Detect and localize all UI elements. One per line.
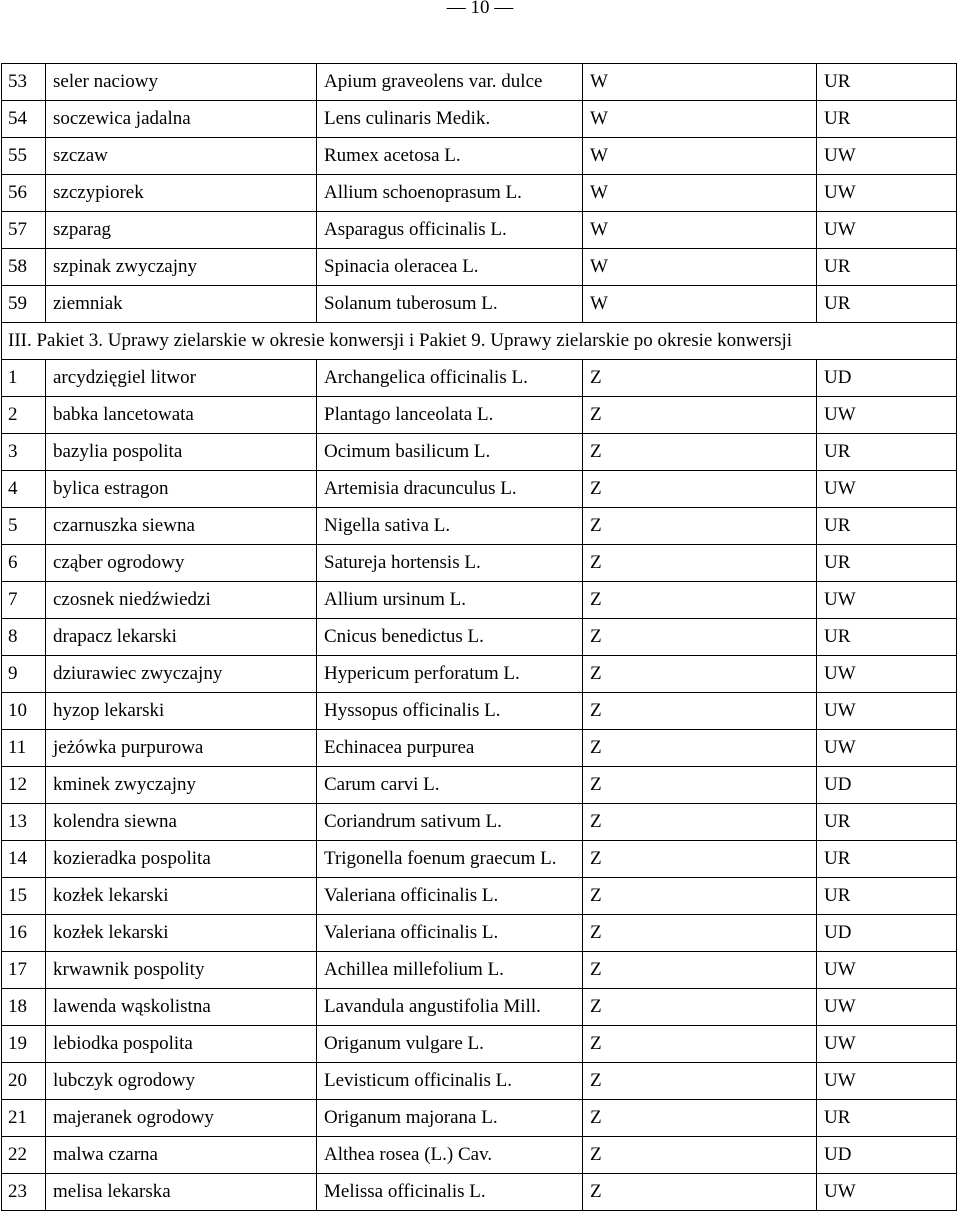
plant-table [1, 63, 957, 1211]
crop-type-cell: Z [583, 1174, 817, 1211]
crop-type-cell: W [583, 249, 817, 286]
table-row [2, 952, 957, 989]
table-row [2, 175, 957, 212]
crop-type-cell: Z [583, 508, 817, 545]
category-code-cell: UR [817, 434, 957, 471]
crop-type-cell: W [583, 286, 817, 323]
row-number-cell: 54 [2, 101, 46, 138]
row-number-cell: 57 [2, 212, 46, 249]
row-number-cell: 21 [2, 1100, 46, 1137]
latin-name-cell: Satureja hortensis L. [317, 545, 583, 582]
crop-type-cell: Z [583, 619, 817, 656]
row-number-cell: 4 [2, 471, 46, 508]
latin-name-cell: Spinacia oleracea L. [317, 249, 583, 286]
polish-name-cell: cząber ogrodowy [46, 545, 317, 582]
table-row [2, 249, 957, 286]
latin-name-cell: Trigonella foenum graecum L. [317, 841, 583, 878]
table-row [2, 1174, 957, 1211]
category-code-cell: UW [817, 582, 957, 619]
table-row [2, 989, 957, 1026]
category-code-cell: UR [817, 1100, 957, 1137]
polish-name-cell: seler naciowy [46, 64, 317, 101]
section-header-row [2, 323, 957, 360]
latin-name-cell: Carum carvi L. [317, 767, 583, 804]
polish-name-cell: hyzop lekarski [46, 693, 317, 730]
crop-type-cell: Z [583, 656, 817, 693]
category-code-cell: UD [817, 360, 957, 397]
crop-type-cell: Z [583, 1100, 817, 1137]
row-number-cell: 6 [2, 545, 46, 582]
polish-name-cell: bazylia pospolita [46, 434, 317, 471]
category-code-cell: UW [817, 397, 957, 434]
crop-type-cell: Z [583, 471, 817, 508]
row-number-cell: 15 [2, 878, 46, 915]
polish-name-cell: kolendra siewna [46, 804, 317, 841]
table-row [2, 693, 957, 730]
category-code-cell: UR [817, 64, 957, 101]
category-code-cell: UR [817, 619, 957, 656]
latin-name-cell: Ocimum basilicum L. [317, 434, 583, 471]
latin-name-cell: Valeriana officinalis L. [317, 915, 583, 952]
polish-name-cell: szczypiorek [46, 175, 317, 212]
table-row [2, 286, 957, 323]
category-code-cell: UD [817, 767, 957, 804]
category-code-cell: UD [817, 1137, 957, 1174]
latin-name-cell: Solanum tuberosum L. [317, 286, 583, 323]
crop-type-cell: Z [583, 545, 817, 582]
table-row [2, 64, 957, 101]
section-body [2, 323, 957, 360]
polish-name-cell: kozłek lekarski [46, 915, 317, 952]
latin-name-cell: Nigella sativa L. [317, 508, 583, 545]
polish-name-cell: drapacz lekarski [46, 619, 317, 656]
row-number-cell: 22 [2, 1137, 46, 1174]
section-title: III. Pakiet 3. Uprawy zielarskie w okresie konwersji i Pakiet 9. Uprawy zielarskie po okresie konwersji [2, 323, 957, 360]
latin-name-cell: Althea rosea (L.) Cav. [317, 1137, 583, 1174]
latin-name-cell: Valeriana officinalis L. [317, 878, 583, 915]
category-code-cell: UW [817, 175, 957, 212]
table-row [2, 434, 957, 471]
crop-type-cell: Z [583, 434, 817, 471]
latin-name-cell: Lavandula angustifolia Mill. [317, 989, 583, 1026]
table-row [2, 1063, 957, 1100]
row-number-cell: 3 [2, 434, 46, 471]
table-row [2, 878, 957, 915]
table-row [2, 656, 957, 693]
table-row [2, 138, 957, 175]
row-number-cell: 18 [2, 989, 46, 1026]
polish-name-cell: czosnek niedźwiedzi [46, 582, 317, 619]
crop-type-cell: Z [583, 767, 817, 804]
polish-name-cell: kozłek lekarski [46, 878, 317, 915]
polish-name-cell: majeranek ogrodowy [46, 1100, 317, 1137]
crop-type-cell: W [583, 101, 817, 138]
polish-name-cell: jeżówka purpurowa [46, 730, 317, 767]
table-row [2, 767, 957, 804]
latin-name-cell: Origanum majorana L. [317, 1100, 583, 1137]
polish-name-cell: lubczyk ogrodowy [46, 1063, 317, 1100]
crop-type-cell: Z [583, 1137, 817, 1174]
table-body-vegetables [2, 64, 957, 323]
latin-name-cell: Levisticum officinalis L. [317, 1063, 583, 1100]
category-code-cell: UW [817, 1063, 957, 1100]
polish-name-cell: dziurawiec zwyczajny [46, 656, 317, 693]
category-code-cell: UD [817, 915, 957, 952]
crop-type-cell: Z [583, 1063, 817, 1100]
row-number-cell: 1 [2, 360, 46, 397]
row-number-cell: 13 [2, 804, 46, 841]
row-number-cell: 8 [2, 619, 46, 656]
latin-name-cell: Achillea millefolium L. [317, 952, 583, 989]
latin-name-cell: Rumex acetosa L. [317, 138, 583, 175]
row-number-cell: 20 [2, 1063, 46, 1100]
category-code-cell: UR [817, 804, 957, 841]
table-row [2, 619, 957, 656]
table-row [2, 508, 957, 545]
row-number-cell: 19 [2, 1026, 46, 1063]
latin-name-cell: Melissa officinalis L. [317, 1174, 583, 1211]
crop-type-cell: W [583, 64, 817, 101]
polish-name-cell: szparag [46, 212, 317, 249]
category-code-cell: UR [817, 545, 957, 582]
polish-name-cell: babka lancetowata [46, 397, 317, 434]
category-code-cell: UR [817, 101, 957, 138]
crop-type-cell: Z [583, 989, 817, 1026]
category-code-cell: UR [817, 249, 957, 286]
latin-name-cell: Archangelica officinalis L. [317, 360, 583, 397]
polish-name-cell: kozieradka pospolita [46, 841, 317, 878]
row-number-cell: 14 [2, 841, 46, 878]
latin-name-cell: Allium ursinum L. [317, 582, 583, 619]
polish-name-cell: arcydzięgiel litwor [46, 360, 317, 397]
polish-name-cell: bylica estragon [46, 471, 317, 508]
table-row [2, 471, 957, 508]
row-number-cell: 58 [2, 249, 46, 286]
row-number-cell: 12 [2, 767, 46, 804]
crop-type-cell: Z [583, 1026, 817, 1063]
polish-name-cell: szpinak zwyczajny [46, 249, 317, 286]
crop-type-cell: Z [583, 397, 817, 434]
table-body-herbs [2, 360, 957, 1211]
page-number: — 10 — [446, 0, 514, 18]
row-number-cell: 56 [2, 175, 46, 212]
row-number-cell: 10 [2, 693, 46, 730]
table-row [2, 915, 957, 952]
latin-name-cell: Plantago lanceolata L. [317, 397, 583, 434]
row-number-cell: 9 [2, 656, 46, 693]
polish-name-cell: malwa czarna [46, 1137, 317, 1174]
polish-name-cell: szczaw [46, 138, 317, 175]
category-code-cell: UW [817, 952, 957, 989]
row-number-cell: 11 [2, 730, 46, 767]
category-code-cell: UW [817, 656, 957, 693]
polish-name-cell: kminek zwyczajny [46, 767, 317, 804]
latin-name-cell: Asparagus officinalis L. [317, 212, 583, 249]
table-row [2, 1100, 957, 1137]
category-code-cell: UW [817, 1174, 957, 1211]
row-number-cell: 16 [2, 915, 46, 952]
latin-name-cell: Apium graveolens var. dulce [317, 64, 583, 101]
latin-name-cell: Artemisia dracunculus L. [317, 471, 583, 508]
crop-type-cell: Z [583, 693, 817, 730]
category-code-cell: UR [817, 508, 957, 545]
row-number-cell: 55 [2, 138, 46, 175]
category-code-cell: UW [817, 212, 957, 249]
polish-name-cell: ziemniak [46, 286, 317, 323]
table-row [2, 360, 957, 397]
category-code-cell: UW [817, 730, 957, 767]
table-row [2, 1137, 957, 1174]
category-code-cell: UR [817, 878, 957, 915]
latin-name-cell: Origanum vulgare L. [317, 1026, 583, 1063]
table-row [2, 101, 957, 138]
table-row [2, 397, 957, 434]
crop-type-cell: Z [583, 804, 817, 841]
crop-type-cell: Z [583, 952, 817, 989]
polish-name-cell: lebiodka pospolita [46, 1026, 317, 1063]
crop-type-cell: Z [583, 582, 817, 619]
table-row [2, 730, 957, 767]
latin-name-cell: Hyssopus officinalis L. [317, 693, 583, 730]
polish-name-cell: soczewica jadalna [46, 101, 317, 138]
crop-type-cell: Z [583, 915, 817, 952]
crop-type-cell: W [583, 212, 817, 249]
latin-name-cell: Coriandrum sativum L. [317, 804, 583, 841]
crop-type-cell: W [583, 175, 817, 212]
crop-type-cell: W [583, 138, 817, 175]
polish-name-cell: melisa lekarska [46, 1174, 317, 1211]
polish-name-cell: lawenda wąskolistna [46, 989, 317, 1026]
crop-type-cell: Z [583, 841, 817, 878]
polish-name-cell: czarnuszka siewna [46, 508, 317, 545]
row-number-cell: 7 [2, 582, 46, 619]
latin-name-cell: Hypericum perforatum L. [317, 656, 583, 693]
row-number-cell: 53 [2, 64, 46, 101]
category-code-cell: UW [817, 138, 957, 175]
table-row [2, 1026, 957, 1063]
crop-type-cell: Z [583, 730, 817, 767]
table-row [2, 582, 957, 619]
row-number-cell: 23 [2, 1174, 46, 1211]
latin-name-cell: Lens culinaris Medik. [317, 101, 583, 138]
crop-type-cell: Z [583, 878, 817, 915]
table-row [2, 841, 957, 878]
latin-name-cell: Cnicus benedictus L. [317, 619, 583, 656]
category-code-cell: UR [817, 286, 957, 323]
table-row [2, 545, 957, 582]
row-number-cell: 59 [2, 286, 46, 323]
category-code-cell: UW [817, 693, 957, 730]
table-row [2, 212, 957, 249]
crop-type-cell: Z [583, 360, 817, 397]
row-number-cell: 17 [2, 952, 46, 989]
latin-name-cell: Allium schoenoprasum L. [317, 175, 583, 212]
category-code-cell: UW [817, 471, 957, 508]
row-number-cell: 2 [2, 397, 46, 434]
category-code-cell: UR [817, 841, 957, 878]
row-number-cell: 5 [2, 508, 46, 545]
table-row [2, 804, 957, 841]
polish-name-cell: krwawnik pospolity [46, 952, 317, 989]
latin-name-cell: Echinacea purpurea [317, 730, 583, 767]
category-code-cell: UW [817, 989, 957, 1026]
category-code-cell: UW [817, 1026, 957, 1063]
